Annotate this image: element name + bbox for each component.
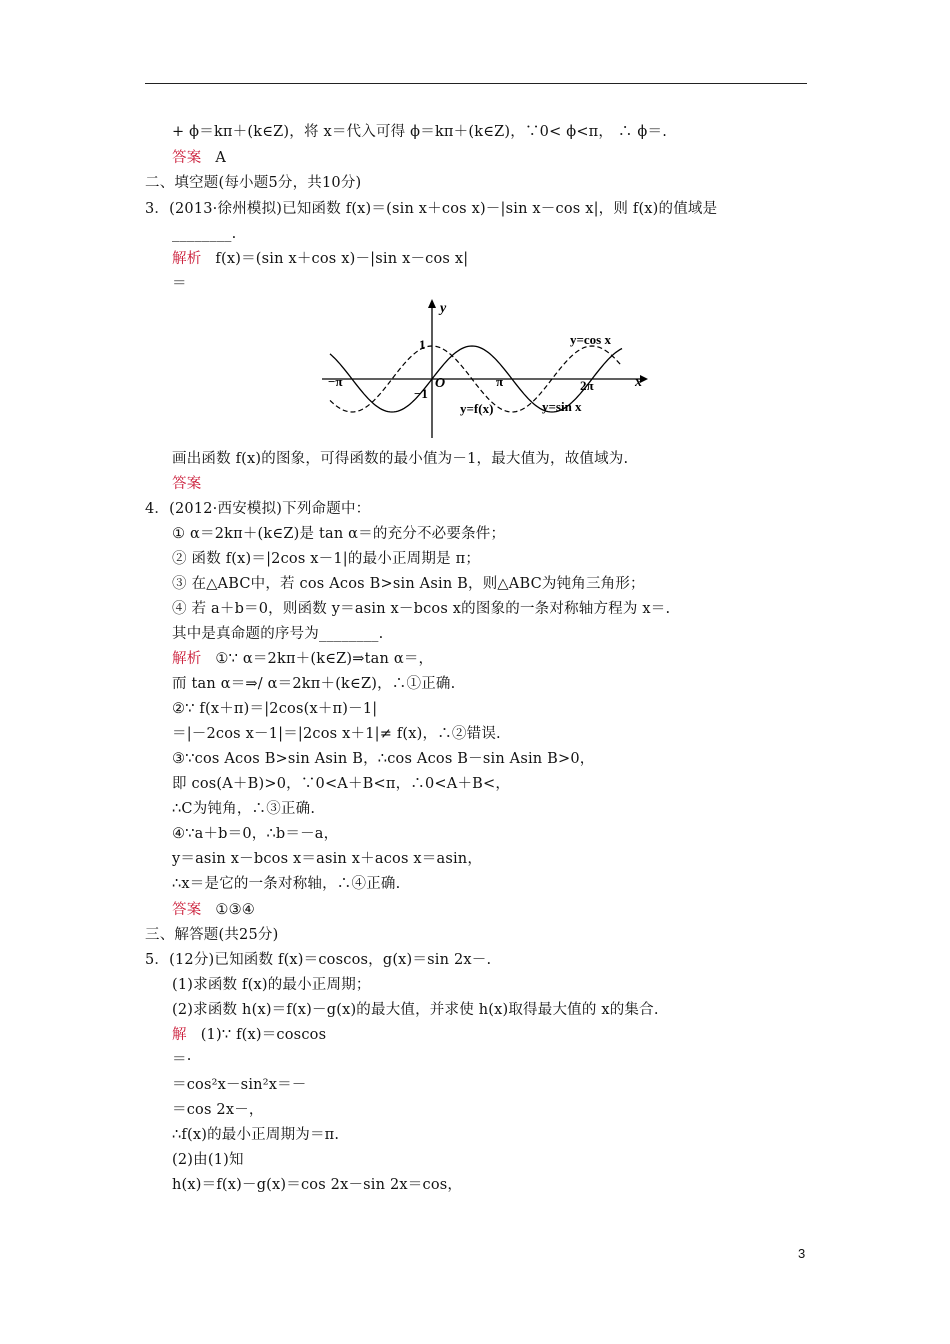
text-line [172, 774, 510, 794]
line-text: 4．(2012·西安模拟)下列命题中： [145, 501, 371, 517]
line-text: ① α＝2kπ＋(k∈Z)是 tan α＝的充分不必要条件； [172, 526, 506, 542]
text-line [172, 749, 595, 769]
line-text: 3．(2013·徐州模拟)已知函数 f(x)＝(sin x＋cos x)－|sin x－cos x|，则 f(x)的值域是 [145, 201, 718, 217]
text-line [172, 1025, 326, 1045]
line-text: ＝· [172, 1052, 192, 1068]
answer-label: 答案 [172, 150, 202, 166]
line-text: ①∵ α＝2kπ＋(k∈Z)⇒tan α＝， [215, 651, 434, 667]
line-text: 而 tan α＝⇒/ α＝2kπ＋(k∈Z)，∴①正确. [172, 676, 456, 692]
text-line [172, 524, 505, 544]
line-text: ①③④ [215, 902, 256, 918]
label-y-f-x: y=f(x) [460, 401, 494, 416]
line-text: ② 函数 f(x)＝|2cos x－1|的最小正周期是 π； [172, 551, 481, 567]
tick-label-1: 1 [419, 337, 426, 352]
text-line [172, 624, 383, 644]
label-y-sin-x: y=sin x [542, 399, 582, 414]
answer-label: 解析 [172, 651, 202, 667]
text-line [172, 900, 255, 920]
line-text: (2)求函数 h(x)＝f(x)－g(x)的最大值，并求使 h(x)取得最大值的 x的集合. [172, 1002, 659, 1018]
tick-label-neg1: −1 [414, 386, 428, 401]
axis-label-x: x [635, 375, 642, 390]
line-text: ＝ [172, 276, 187, 292]
answer-label: 解析 [172, 251, 202, 267]
text-line [172, 699, 377, 719]
text-line [172, 599, 670, 619]
text-line [145, 925, 278, 945]
text-line [172, 1175, 462, 1195]
text-line [145, 199, 717, 219]
line-text: f(x)＝(sin x＋cos x)－|sin x－cos x| [215, 251, 469, 267]
line-text: (1)∵ f(x)＝coscos [200, 1027, 327, 1043]
function-graph-figure [322, 298, 652, 440]
origin-label: O [435, 376, 446, 391]
page-number: 3 [798, 1246, 806, 1261]
line-text: ③∵cos Acos B>sin Asin B，∴cos Acos B－sin Asin B>0， [172, 751, 595, 767]
text-line [172, 874, 400, 894]
text-line [172, 799, 315, 819]
line-text: ∴C为钝角，∴③正确. [172, 801, 316, 817]
line-text: h(x)＝f(x)－g(x)＝cos 2x－sin 2x＝cos， [172, 1177, 463, 1193]
line-text: ＝cos²x－sin²x＝－ [172, 1077, 307, 1093]
line-text: ④∵a＋b＝0，∴b＝－a， [172, 826, 339, 842]
text-line [172, 649, 433, 669]
label-y-cos-x: y=cos x [570, 332, 611, 347]
line-text: ＝cos 2x－， [172, 1102, 264, 1118]
tick-label-2pi: 2π [580, 378, 594, 393]
text-line [172, 1075, 307, 1095]
answer-label: 答案 [172, 476, 202, 492]
text-line [172, 975, 371, 995]
text-line [145, 950, 491, 970]
tick-label-pi: π [496, 374, 504, 389]
text-line [172, 1100, 264, 1120]
line-text: + ϕ＝kπ＋(k∈Z)，将 x＝代入可得 ϕ＝kπ＋(k∈Z)，∵0< ϕ<π， ∴ ϕ＝. [172, 124, 668, 140]
text-line [172, 224, 236, 244]
line-text: ④ 若 a＋b＝0，则函数 y＝asin x－bcos x的图象的一条对称轴方程为 x＝. [172, 601, 671, 617]
y-axis-arrow-icon [428, 299, 436, 308]
text-line [172, 1000, 659, 1020]
text-line [172, 249, 468, 269]
text-line [172, 1125, 339, 1145]
line-text: y＝asin x－bcos x＝asin x＋acos x＝asin， [172, 851, 483, 867]
text-line [172, 449, 628, 469]
text-line [172, 122, 667, 142]
text-line [172, 674, 455, 694]
text-line [172, 824, 338, 844]
text-line [145, 499, 370, 519]
line-text: ③ 在△ABC中，若 cos Acos B>sin Asin B，则△ABC为钝角三角形； [172, 576, 645, 592]
top-rule [145, 83, 807, 84]
line-text: ∴f(x)的最小正周期为＝π. [172, 1127, 340, 1143]
text-line [172, 1050, 192, 1070]
line-text: ＝|－2cos x－1|＝|2cos x＋1|≠ f(x)，∴②错误. [172, 726, 501, 742]
line-text: 二、填空题(每小题5分，共10分) [145, 175, 362, 191]
line-text: 三、解答题(共25分) [145, 927, 279, 943]
line-text: ②∵ f(x＋π)＝|2cos(x＋π)－1| [172, 701, 378, 717]
line-text: (2)由(1)知 [172, 1152, 244, 1168]
answer-label: 答案 [172, 902, 202, 918]
text-line [145, 173, 361, 193]
line-text: 画出函数 f(x)的图象，可得函数的最小值为－1，最大值为，故值域为. [172, 451, 629, 467]
line-text: A [215, 150, 227, 166]
text-line [172, 574, 645, 594]
text-line [172, 724, 501, 744]
answer-label: 解 [172, 1027, 187, 1043]
text-line [172, 148, 226, 168]
line-text: 5．(12分)已知函数 f(x)＝coscos，g(x)＝sin 2x－. [145, 952, 492, 968]
line-text: ∴x＝是它的一条对称轴，∴④正确. [172, 876, 401, 892]
line-text: ________. [172, 226, 237, 242]
text-line [172, 549, 480, 569]
line-text: (1)求函数 f(x)的最小正周期； [172, 977, 371, 993]
text-line [172, 849, 482, 869]
line-text: 其中是真命题的序号为________. [172, 626, 384, 642]
text-line [172, 274, 187, 294]
line-text: 即 cos(A＋B)>0，∵0<A＋B<π，∴0<A＋B<， [172, 776, 511, 792]
axis-label-y: y [440, 301, 447, 316]
tick-label-neg-pi: −π [328, 374, 343, 389]
text-line [172, 474, 215, 494]
text-line [172, 1150, 244, 1170]
